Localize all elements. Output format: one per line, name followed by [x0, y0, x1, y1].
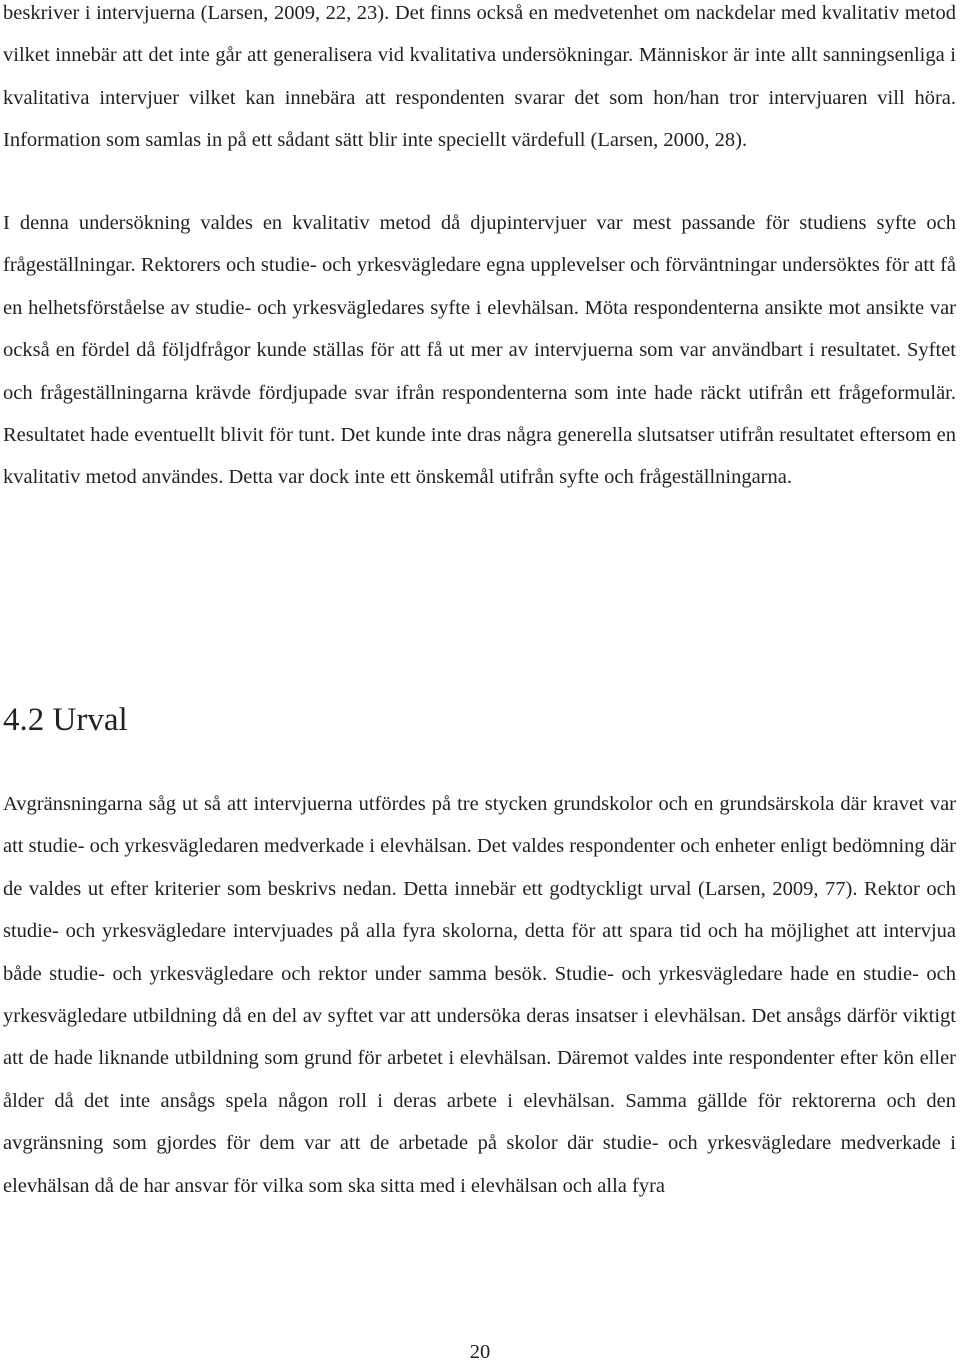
section-heading-urval: 4.2 Urval: [3, 702, 128, 738]
page-number: 20: [469, 1341, 491, 1363]
body-paragraph-method-drawbacks: beskriver i intervjuerna (Larsen, 2009, 22, 23). Det finns också en medvetenhet om nackdelar med kvalitativ metod vilket innebär att det inte går att generalisera vid kvalitativa undersökningar. Människor är inte allt sanningsenliga i kvalitativa intervjuer vilket kan innebära att respondenten svarar det som hon/han tror intervjuaren vill höra. Information som samlas in på ett sådant sätt blir inte speciellt värdefull (Larsen, 2000, 28).: [3, 2, 956, 152]
body-paragraph-method-choice: I denna undersökning valdes en kvalitativ metod då djupintervjuer var mest passande för studiens syfte och frågeställningar. Rektorers och studie- och yrkesvägledare egna upplevelser och förväntningar undersöktes för att få en helhetsförståelse av studie- och yrkesvägledares syfte i elevhälsan. Möta respondenterna ansikte mot ansikte var också en fördel då följdfrågor kunde ställas för att få ut mer av intervjuerna som var användbart i resultatet. Syftet och frågeställningarna krävde fördjupade svar ifrån respondenterna som inte hade räckt utifrån ett frågeformulär. Resultatet hade eventuellt blivit för tunt. Det kunde inte dras några generella slutsatser utifrån resultatet eftersom en kvalitativ metod användes. Detta var dock inte ett önskemål utifrån syfte och frågeställningarna.: [3, 212, 956, 489]
body-paragraph-urval: Avgränsningarna såg ut så att intervjuerna utfördes på tre stycken grundskolor och en grundsärskola där kravet var att studie- och yrkesvägledaren medverkade i elevhälsan. Det valdes respondenter och enheter enligt bedömning där de valdes ut efter kriterier som beskrivs nedan. Detta innebär ett godtyckligt urval (Larsen, 2009, 77). Rektor och studie- och yrkesvägledare intervjuades på alla fyra skolorna, detta för att spara tid och ha möjlighet att intervjua både studie- och yrkesvägledare och rektor under samma besök. Studie- och yrkesvägledare hade en studie- och yrkesvägledare utbildning då en del av syftet var att undersöka deras insatser i elevhälsan. Det ansågs därför viktigt att de hade liknande utbildning som grund för arbetet i elevhälsan. Däremot valdes inte respondenter efter kön eller ålder då det inte ansågs spela någon roll i deras arbete i elevhälsan. Samma gällde för rektorerna och den avgränsning som gjordes för dem var att de arbetade på skolor där studie- och yrkesvägledare medverkade i elevhälsan då de har ansvar för vilka som ska sitta med i elevhälsan och alla fyra: [3, 793, 956, 1197]
